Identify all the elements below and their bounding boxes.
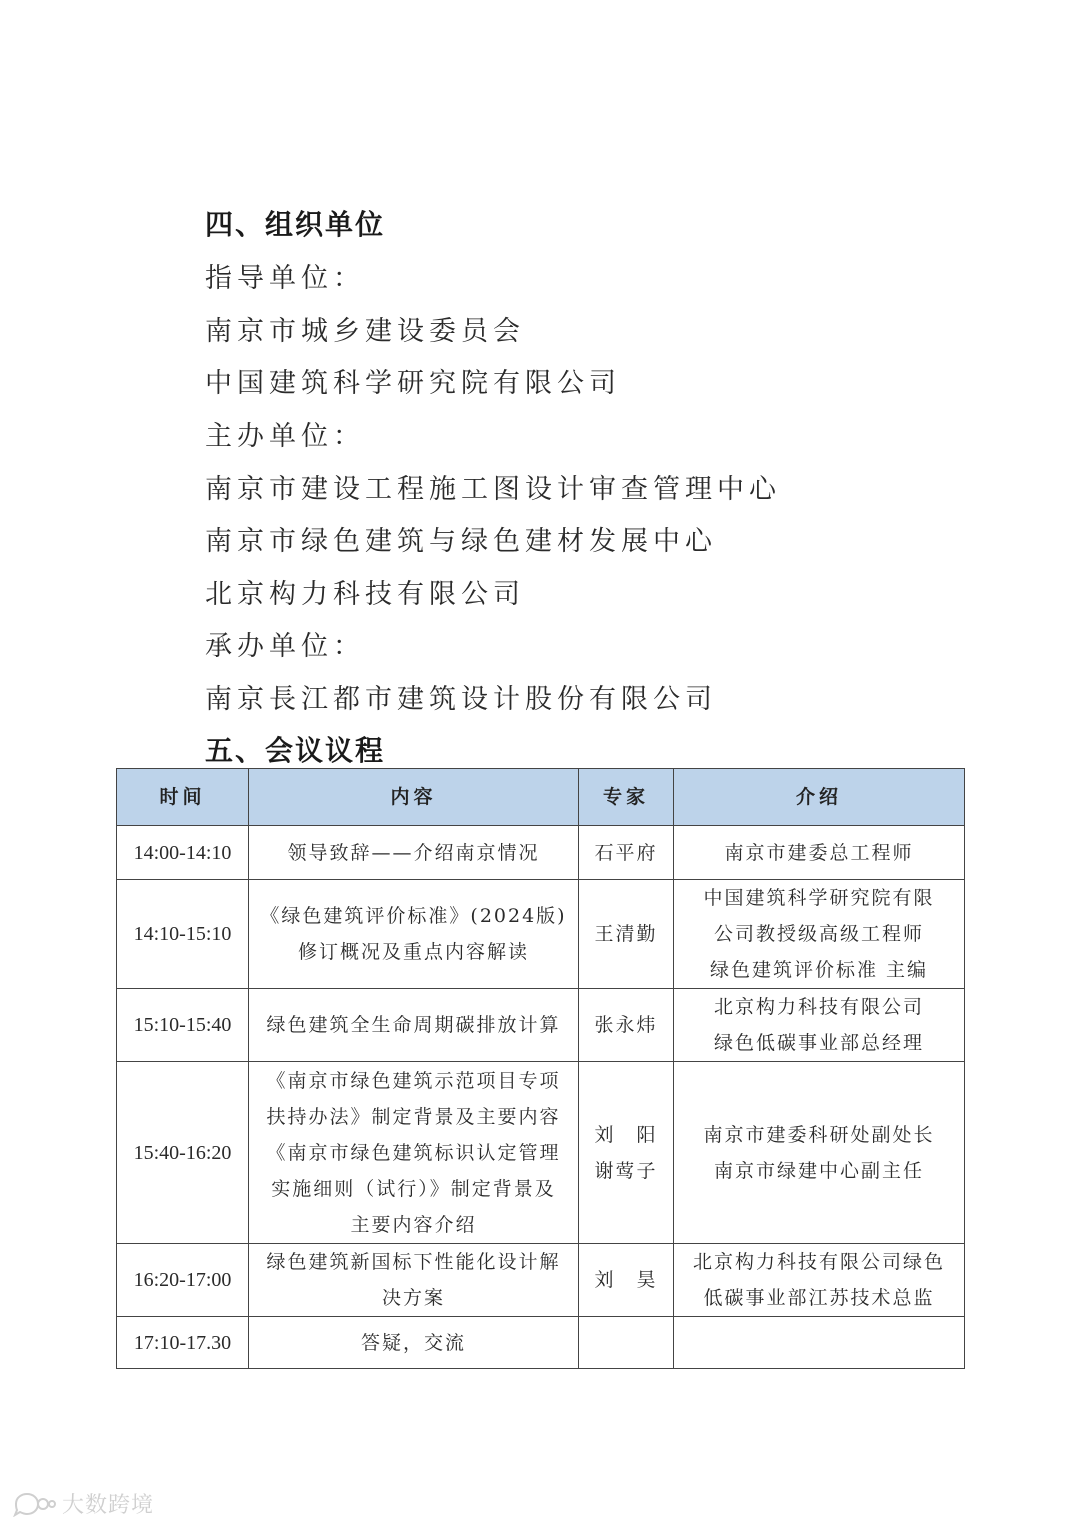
organizer-line: 南京市建设工程施工图设计审查管理中心	[205, 474, 781, 505]
table-row	[117, 880, 965, 989]
organizer-line: 北京构力科技有限公司	[205, 579, 525, 610]
cell-expert	[579, 1317, 674, 1369]
table-row	[117, 1317, 965, 1369]
host-unit-label: 主办单位：	[205, 421, 365, 452]
cell-content	[249, 1062, 579, 1244]
cell-intro	[674, 1062, 965, 1244]
cell-expert	[579, 880, 674, 989]
cell-time: 15:40-16:20	[117, 1062, 249, 1244]
cell-content-line: 领导致辞——介绍南京情况	[287, 841, 540, 864]
cell-intro	[674, 826, 965, 880]
cell-expert	[579, 826, 674, 880]
cell-expert-line: 王清勤	[594, 923, 658, 945]
organizer-line: 中国建筑科学研究院有限公司	[205, 368, 621, 399]
agenda-table	[116, 768, 965, 1369]
cell-intro-line: 北京构力科技有限公司	[713, 996, 924, 1018]
section-five-heading: 五、会议议程	[205, 734, 386, 767]
cell-expert	[579, 989, 674, 1062]
cell-expert-line: 刘 阳	[594, 1123, 658, 1146]
guide-unit-label: 指导单位：	[205, 263, 365, 294]
header-expert: 专家	[579, 769, 674, 826]
cell-expert-line: 刘 昊	[594, 1269, 658, 1291]
cell-content	[249, 826, 579, 880]
cell-intro-line: 绿色低碳事业部总经理	[713, 1032, 924, 1054]
cell-content-line: 答疑，交流	[360, 1331, 466, 1354]
cell-intro	[674, 1317, 965, 1369]
cell-intro-line: 低碳事业部江苏技术总监	[703, 1287, 935, 1309]
cell-time: 16:20-17:00	[117, 1244, 249, 1317]
table-row	[117, 1062, 965, 1244]
cell-time: 14:10-15:10	[117, 880, 249, 989]
cell-time: 15:10-15:40	[117, 989, 249, 1062]
header-time: 时间	[117, 769, 249, 826]
table-row	[117, 989, 965, 1062]
cell-intro-line: 绿色建筑评价标准 主编	[709, 959, 929, 981]
cell-content	[249, 1317, 579, 1369]
cell-content	[249, 1244, 579, 1317]
cell-intro	[674, 880, 965, 989]
table-row	[117, 1244, 965, 1317]
cell-content-line: 绿色建筑新国标下性能化设计解	[266, 1251, 561, 1273]
cell-content-line: 主要内容介绍	[350, 1213, 477, 1236]
organizer-line: 南京市绿色建筑与绿色建材发展中心	[205, 526, 717, 557]
cell-expert-line: 谢莺子	[594, 1159, 658, 1182]
cell-content-line: 绿色建筑全生命周期碳排放计算	[266, 1014, 561, 1036]
cell-time: 17:10-17.30	[117, 1317, 249, 1369]
cell-expert	[579, 1244, 674, 1317]
cell-content	[249, 989, 579, 1062]
cell-intro-line: 南京市绿建中心副主任	[713, 1159, 924, 1182]
table-row	[117, 826, 965, 880]
cell-time: 14:00-14:10	[117, 826, 249, 880]
watermark	[12, 1488, 154, 1519]
cell-content-line: 《南京市绿色建筑标识认定管理	[266, 1141, 561, 1164]
cell-content-line: 实施细则（试行）》制定背景及	[271, 1177, 556, 1200]
chat-bubble-logo-icon	[12, 1491, 56, 1517]
table-header-row	[117, 769, 965, 826]
cell-intro-line: 公司教授级高级工程师	[713, 923, 924, 945]
cell-content-line: 《南京市绿色建筑示范项目专项	[266, 1069, 561, 1092]
undertaking-unit-label: 承办单位：	[205, 631, 365, 662]
cell-intro-line: 南京市建委总工程师	[724, 841, 914, 864]
header-intro: 介绍	[674, 769, 965, 826]
cell-content-line: 决方案	[381, 1287, 445, 1309]
cell-content-line: 扶持办法》制定背景及主要内容	[266, 1105, 561, 1128]
watermark-text: 大数跨境	[62, 1493, 155, 1518]
cell-intro-line: 南京市建委科研处副处长	[703, 1123, 935, 1146]
cell-expert	[579, 1062, 674, 1244]
section-four-heading: 四、组织单位	[205, 208, 386, 241]
cell-content-line: 《绿色建筑评价标准》(2024版)	[260, 905, 567, 927]
cell-intro-line: 中国建筑科学研究院有限	[703, 887, 935, 909]
cell-intro	[674, 989, 965, 1062]
cell-content-line: 修订概况及重点内容解读	[297, 941, 529, 963]
cell-intro-line: 北京构力科技有限公司绿色	[692, 1251, 945, 1273]
cell-expert-line: 张永炜	[594, 1014, 658, 1036]
cell-content	[249, 880, 579, 989]
cell-expert-line: 石平府	[594, 841, 658, 864]
cell-intro	[674, 1244, 965, 1317]
organizer-line: 南京市城乡建设委员会	[205, 316, 525, 347]
organizer-line: 南京長江都市建筑设计股份有限公司	[205, 684, 717, 715]
header-content: 内容	[249, 769, 579, 826]
